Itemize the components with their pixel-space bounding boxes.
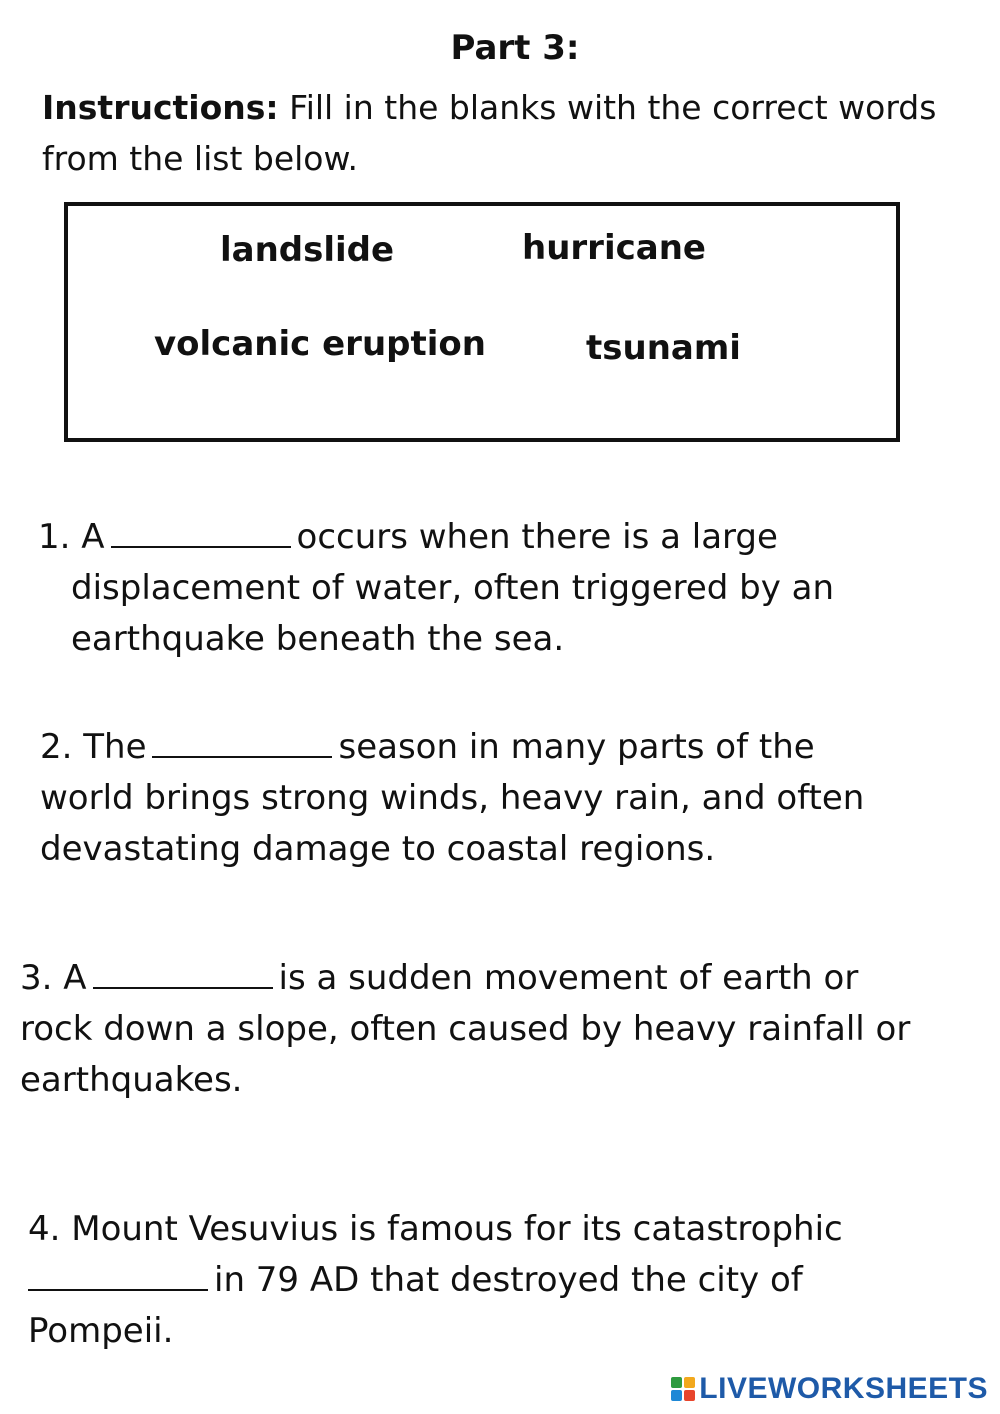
question-3-line-3: earthquakes. xyxy=(20,1060,243,1100)
instructions-label: Instructions: xyxy=(42,88,279,127)
question-2-line-2: world brings strong winds, heavy rain, and often xyxy=(40,778,865,818)
question-1-line-1: 1. A occurs when there is a large xyxy=(38,517,778,557)
answer-blank-4[interactable] xyxy=(28,1259,208,1291)
question-4-line-2: in 79 AD that destroyed the city of xyxy=(28,1255,843,1306)
instructions-text: Fill in the blanks with the correct words from the list below. xyxy=(42,88,937,178)
instructions xyxy=(42,82,972,184)
liveworksheets-logo-icon xyxy=(671,1377,695,1401)
word-bank-item-landslide: landslide xyxy=(220,230,395,270)
word-bank-item-hurricane: hurricane xyxy=(522,228,706,268)
word-bank-box xyxy=(64,202,900,442)
question-1-line-2: displacement of water, often triggered by an xyxy=(71,568,835,608)
question-1-line-3: earthquake beneath the sea. xyxy=(71,619,565,659)
answer-blank-2[interactable] xyxy=(152,726,332,758)
liveworksheets-logo-text: LIVEWORKSHEETS xyxy=(699,1372,988,1405)
answer-blank-1[interactable] xyxy=(111,516,291,548)
question-4-line-3: Pompeii. xyxy=(28,1311,174,1351)
question-2 xyxy=(40,722,864,875)
answer-blank-3[interactable] xyxy=(93,957,273,989)
question-4-line-1: 4. Mount Vesuvius is famous for its catastrophic xyxy=(28,1209,843,1249)
question-3-line-2: rock down a slope, often caused by heavy rainfall or xyxy=(20,1009,911,1049)
word-bank-item-tsunami: tsunami xyxy=(586,328,741,368)
liveworksheets-logo xyxy=(671,1372,988,1406)
page-title: Part 3: xyxy=(450,28,580,68)
question-2-line-1: 2. The season in many parts of the xyxy=(40,727,815,767)
question-2-line-3: devastating damage to coastal regions. xyxy=(40,829,716,869)
question-1 xyxy=(38,512,834,665)
question-3 xyxy=(20,953,910,1106)
question-4 xyxy=(28,1204,843,1357)
word-bank-item-volcanic-eruption: volcanic eruption xyxy=(154,324,486,364)
question-3-line-1: 3. A is a sudden movement of earth or xyxy=(20,958,859,998)
